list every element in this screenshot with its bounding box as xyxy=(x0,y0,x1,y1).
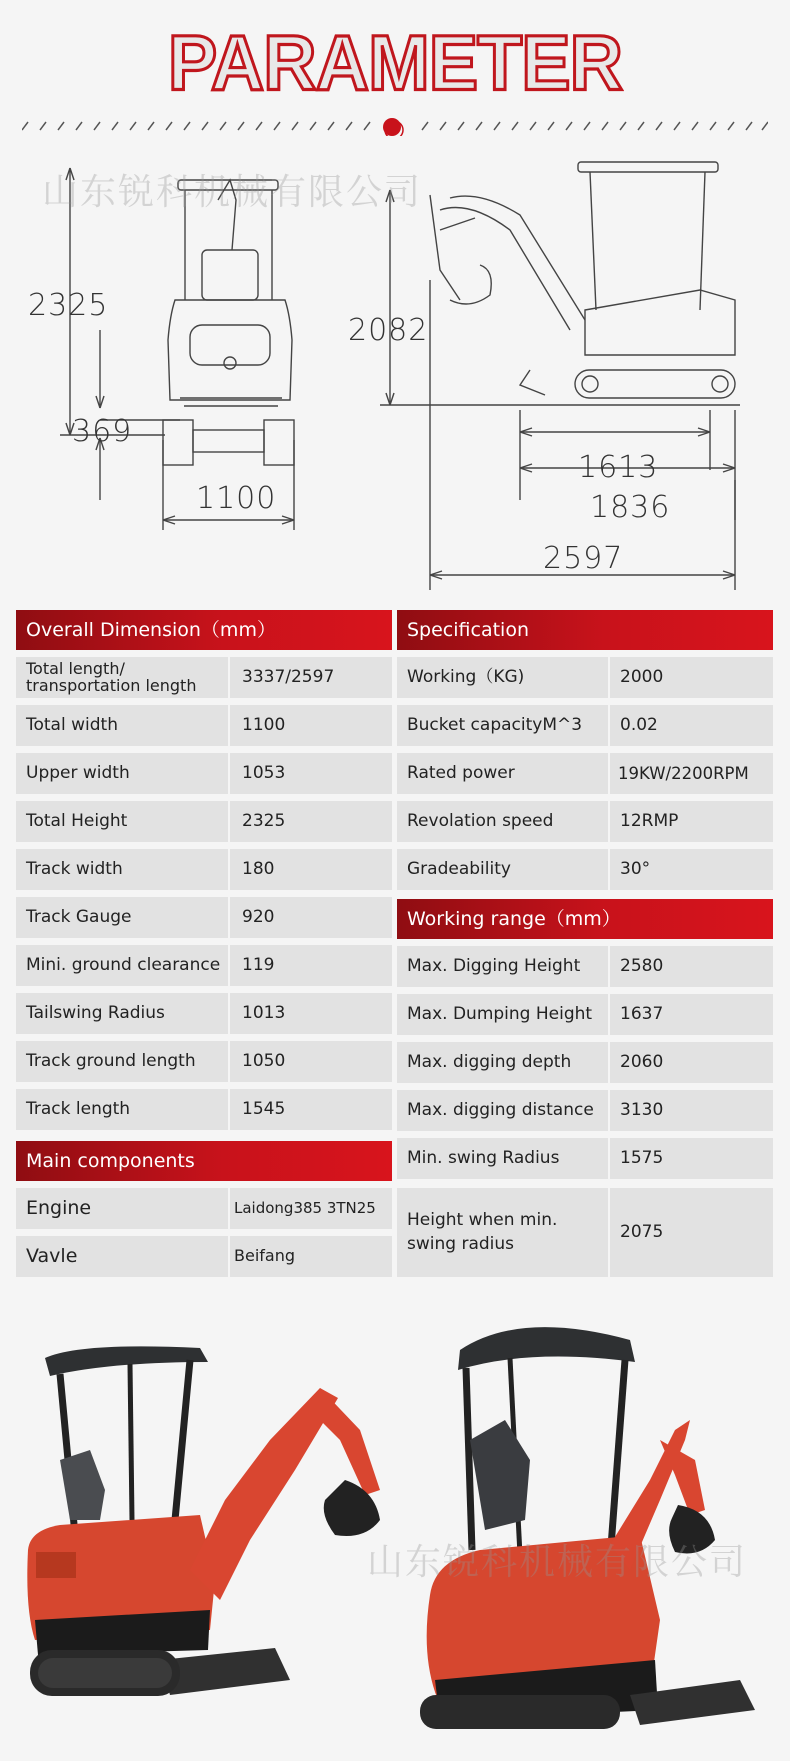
dim-front-height: 2325 xyxy=(28,288,109,323)
dim-side-transport-length: 2597 xyxy=(543,541,624,576)
table-row-value: 19KW/2200RPM xyxy=(610,753,773,794)
main-components-header: Main components xyxy=(16,1141,392,1181)
table-row-label: Min. swing Radius xyxy=(397,1138,608,1179)
excavator-photo-right xyxy=(410,1300,780,1730)
table-row-value: 920 xyxy=(230,897,392,938)
table-row-label: Track Gauge xyxy=(16,897,228,938)
watermark-text: 山东锐科机械有限公司 xyxy=(367,1542,748,1583)
dim-front-clearance: 369 xyxy=(72,414,133,449)
table-row-value: 12RMP xyxy=(610,801,773,842)
table-row-label: Working（KG) xyxy=(397,657,608,698)
table-row-label: Upper width xyxy=(16,753,228,794)
table-row-label: Total length/ transportation length xyxy=(16,657,228,698)
table-row-label: Total width xyxy=(16,705,228,746)
table-row-value: 3130 xyxy=(610,1090,773,1131)
table-row-label: Vavle xyxy=(16,1236,228,1277)
table-row-label: Total Height xyxy=(16,801,228,842)
dim-side-height: 2082 xyxy=(348,313,429,348)
table-row-label: Max. digging distance xyxy=(397,1090,608,1131)
table-row-label: Track ground length xyxy=(16,1041,228,1082)
table-row-value: 1637 xyxy=(610,994,773,1035)
table-row-label: Track width xyxy=(16,849,228,890)
header-divider xyxy=(22,116,768,136)
table-row-value: 2000 xyxy=(610,657,773,698)
watermark-text: 山东锐科机械有限公司 xyxy=(42,172,423,213)
table-row-value: Laidong385 3TN25 xyxy=(230,1188,392,1229)
table-row-value: 1013 xyxy=(230,993,392,1034)
table-row-label: Mini. ground clearance xyxy=(16,945,228,986)
overall-dimension-header: Overall Dimension（mm） xyxy=(16,610,392,650)
table-row-value: 180 xyxy=(230,849,392,890)
table-row-label: Max. digging depth xyxy=(397,1042,608,1083)
table-row-label: Tailswing Radius xyxy=(16,993,228,1034)
dim-side-track-ground: 1613 xyxy=(578,450,659,485)
page-title: PARAMETER xyxy=(167,18,623,107)
table-row-value: 2580 xyxy=(610,946,773,987)
table-row-label: Rated power xyxy=(397,753,608,794)
table-row-label: Height when min. swing radius xyxy=(397,1188,608,1277)
specification-header: Specification xyxy=(397,610,773,650)
dim-side-track-length: 1836 xyxy=(590,490,671,525)
table-row-value: 2325 xyxy=(230,801,392,842)
table-row-value: 30° xyxy=(610,849,773,890)
table-row-value: Beifang xyxy=(230,1236,392,1277)
table-row-value: 0.02 xyxy=(610,705,773,746)
table-row-value: 3337/2597 xyxy=(230,657,392,698)
table-row-value: 1100 xyxy=(230,705,392,746)
table-row-label: Gradeability xyxy=(397,849,608,890)
excavator-photo-left xyxy=(20,1320,420,1710)
table-row-value: 1053 xyxy=(230,753,392,794)
table-row-value: 119 xyxy=(230,945,392,986)
table-row-label: Revolation speed xyxy=(397,801,608,842)
table-row-label: Max. Digging Height xyxy=(397,946,608,987)
table-row-value: 1050 xyxy=(230,1041,392,1082)
table-row-value: 2075 xyxy=(610,1188,773,1277)
table-row-label: Max. Dumping Height xyxy=(397,994,608,1035)
table-row-value: 2060 xyxy=(610,1042,773,1083)
table-row-label: Bucket capacityM^3 xyxy=(397,705,608,746)
table-row-value: 1545 xyxy=(230,1089,392,1130)
table-row-value: 1575 xyxy=(610,1138,773,1179)
working-range-header: Working range（mm） xyxy=(397,899,773,939)
dim-front-width: 1100 xyxy=(196,481,277,516)
table-row-label: Engine xyxy=(16,1188,228,1229)
table-row-label: Track length xyxy=(16,1089,228,1130)
